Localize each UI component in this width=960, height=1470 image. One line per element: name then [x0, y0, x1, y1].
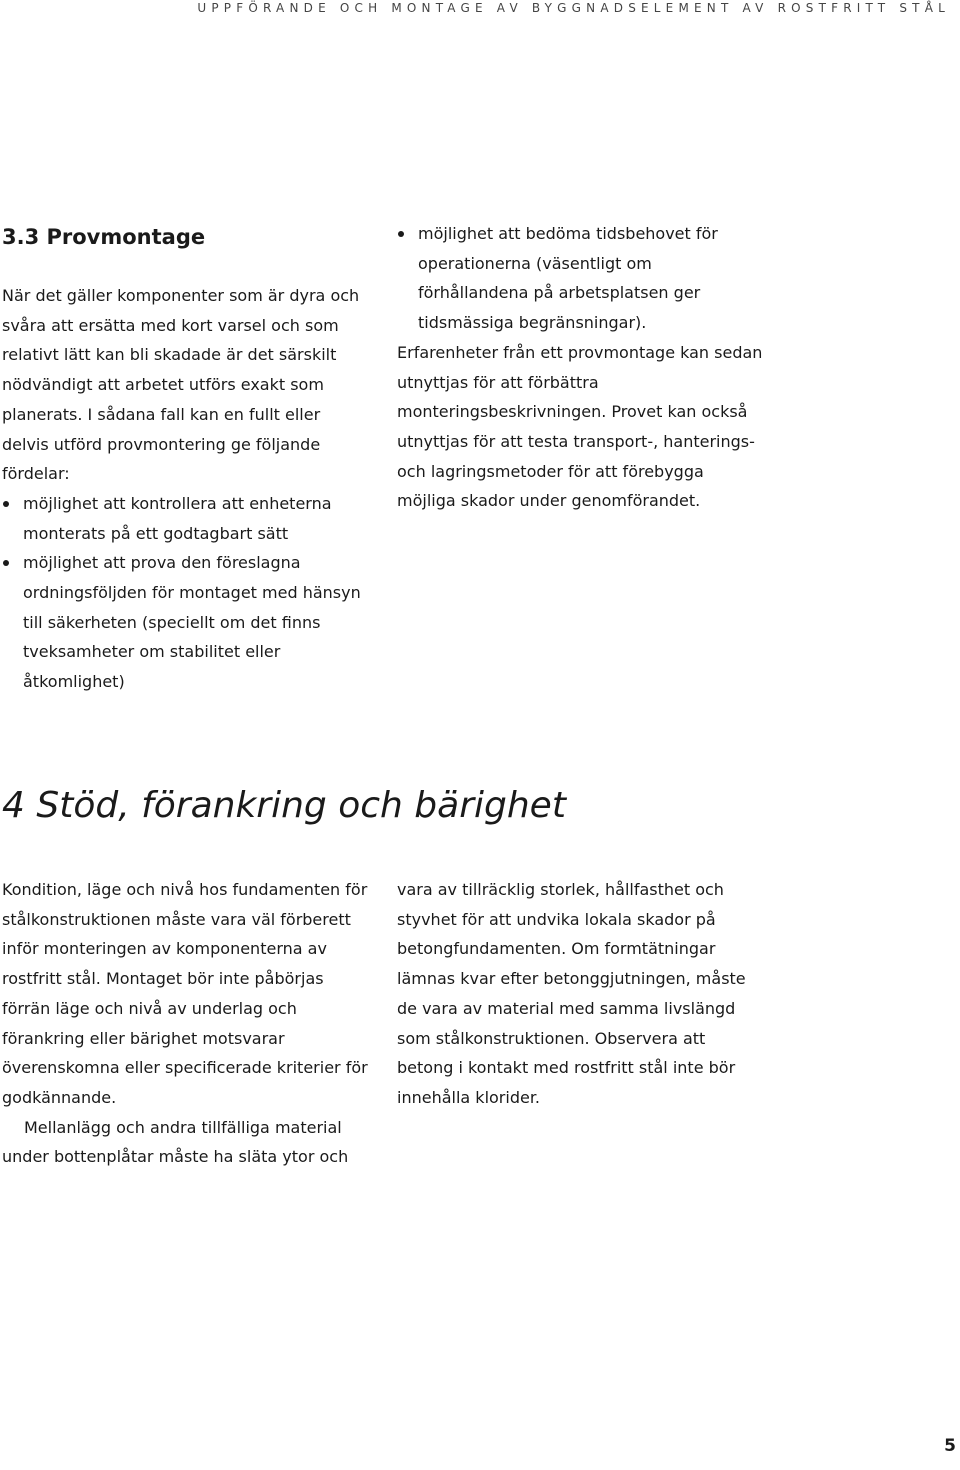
- bullet-icon: [398, 231, 404, 237]
- bullet-text: möjlighet att bedöma tidsbehovet för operationerna (väsentligt om förhållandena på arbetsplatsen ger tidsmässiga begränsningar).: [418, 224, 718, 333]
- chapter-paragraph-1: Kondition, läge och nivå hos fundamenten för stålkonstruktionen måste vara väl förberett inför monteringen av komponenterna av rostfritt stål. Montaget bör inte påbörjas förrän läge och nivå av underlag och förankring eller bärighet motsvarar överenskomna eller specificerade kriterier för godkännande.: [2, 880, 368, 1107]
- bullet-icon: [3, 560, 9, 566]
- section-title: 3.3 Provmontage: [2, 225, 206, 249]
- section-right-column: [397, 219, 765, 516]
- chapter-paragraph-2-continued: vara av tillräcklig storlek, hållfasthet och styvhet för att undvika lokala skador på betongfundamenten. Om formtätningar lämnas kvar efter betonggjutningen, måste de vara av material med samma livslängd som stålkonstruktionen. Observera att betong i kontakt med rostfritt stål inte bör innehålla klorider.: [397, 880, 746, 1107]
- section-closing-paragraph: Erfarenheter från ett provmontage kan sedan utnyttjas för att förbättra monteringsbeskrivningen. Provet kan också utnyttjas för att testa transport-, hanterings- och lagringsmetoder för att förebygga möjliga skador under genomförandet.: [397, 342, 763, 511]
- page-number: 5: [944, 1436, 956, 1456]
- advantages-list-right: [397, 219, 765, 338]
- bullet-item: [2, 489, 370, 548]
- section-intro-paragraph: När det gäller komponenter som är dyra och svåra att ersätta med kort varsel och som relativt lätt kan bli skadade är det särskilt nödvändigt att arbetet utförs exakt som planerats. I sådana fall kan en fullt eller delvis utförd provmontering ge följande fördelar:: [2, 286, 360, 484]
- bullet-icon: [3, 501, 9, 507]
- chapter-left-column: [2, 875, 370, 1172]
- section-left-column: [2, 281, 370, 697]
- advantages-list-left: [2, 489, 370, 697]
- chapter-right-column: [397, 875, 765, 1113]
- bullet-item: [2, 548, 370, 697]
- chapter-title: 4 Stöd, förankring och bärighet: [2, 785, 566, 826]
- bullet-item: [397, 219, 765, 338]
- bullet-text: möjlighet att kontrollera att enheterna monterats på ett godtagbart sätt: [23, 493, 332, 543]
- chapter-paragraph-2: Mellanlägg och andra tillfälliga material under bottenplåtar måste ha släta ytor och: [2, 1117, 349, 1167]
- running-header: UPPFÖRANDE OCH MONTAGE AV BYGGNADSELEMENT AV ROSTFRITT STÅL: [197, 1, 950, 15]
- bullet-text: möjlighet att prova den föreslagna ordningsföljden för montaget med hänsyn till säkerheten (speciellt om det finns tveksamheter om stabilitet eller åtkomlighet): [23, 553, 361, 692]
